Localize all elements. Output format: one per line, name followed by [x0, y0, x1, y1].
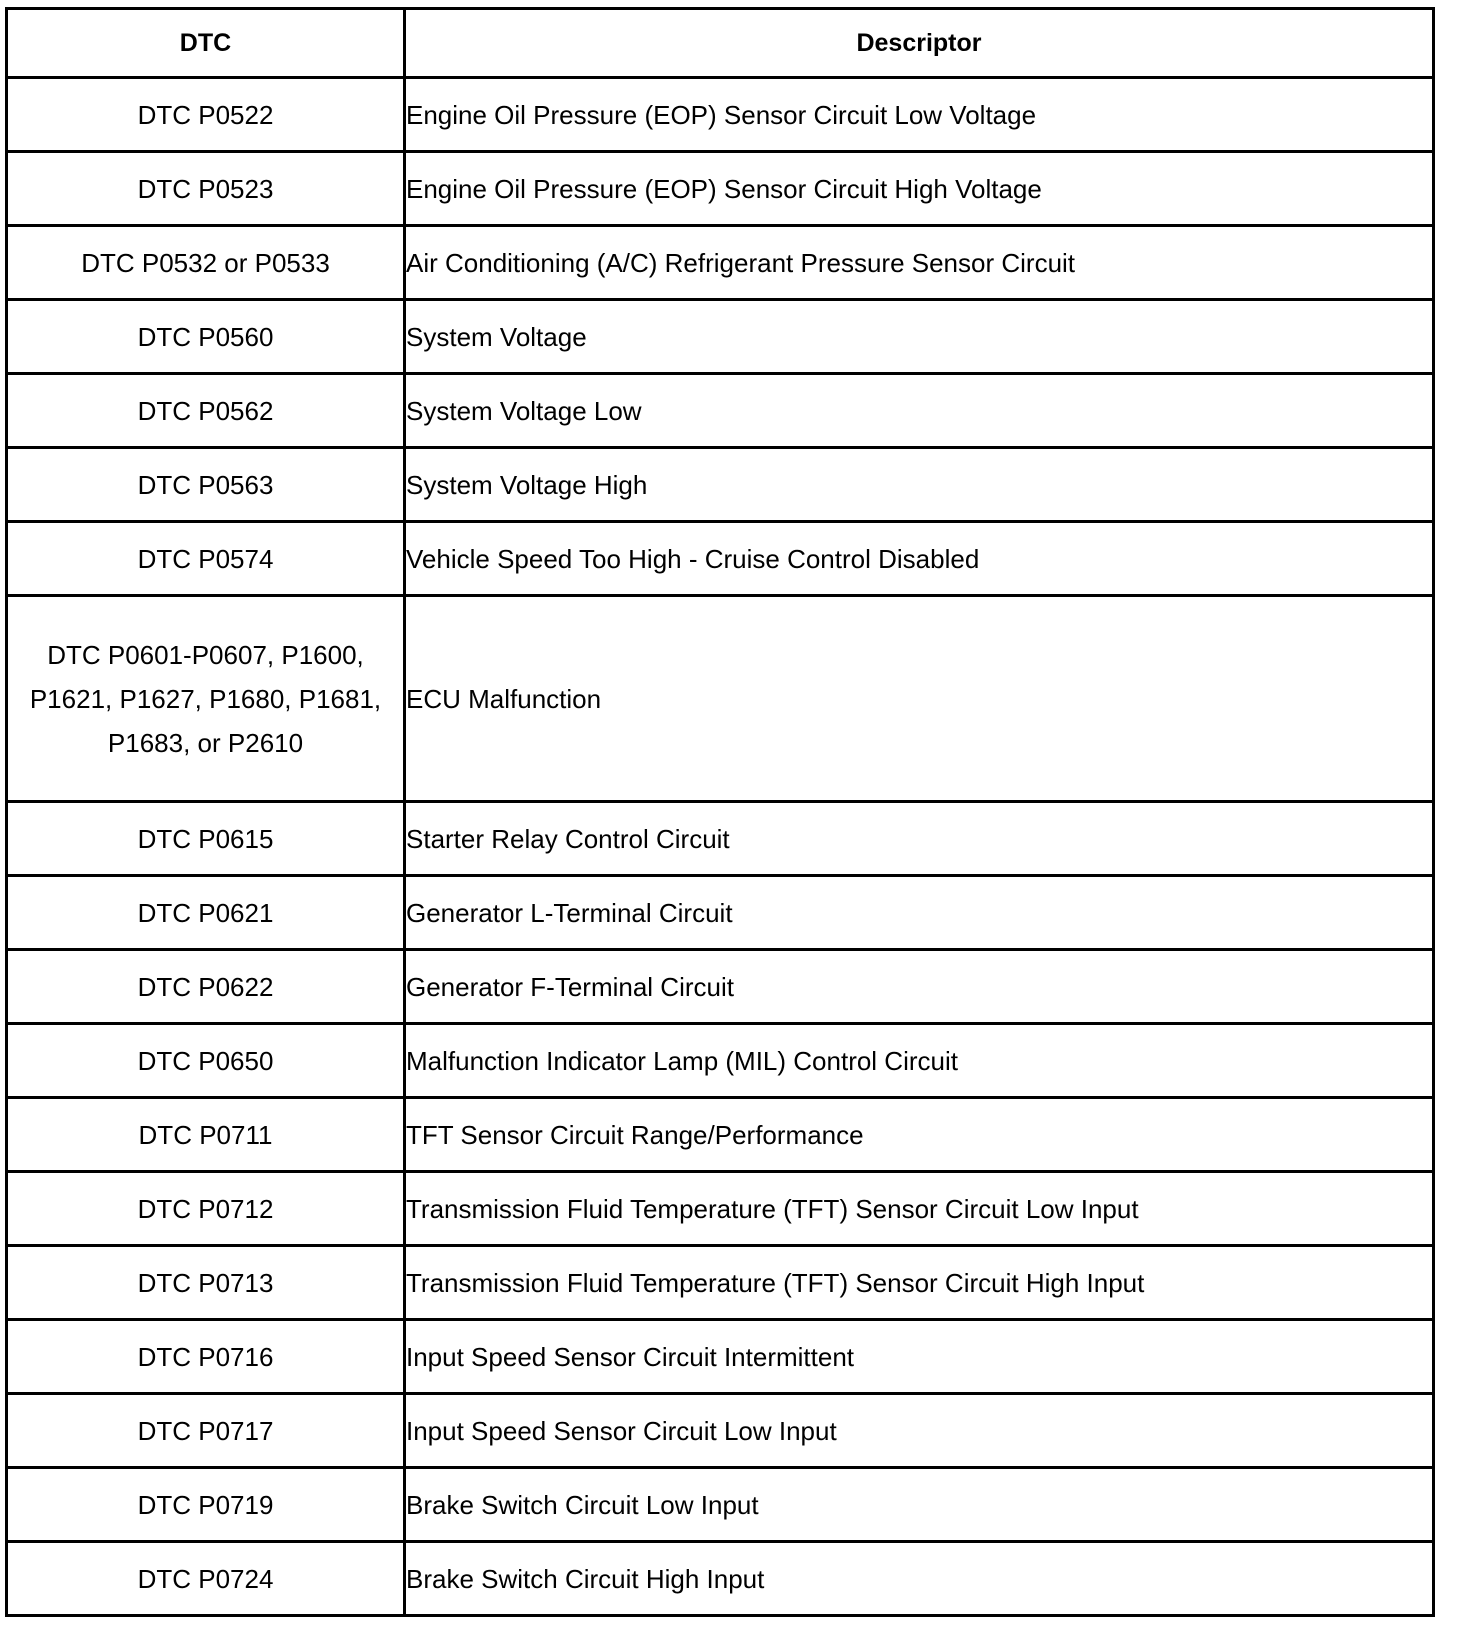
- descriptor-cell: TFT Sensor Circuit Range/Performance: [405, 1098, 1434, 1172]
- dtc-code-cell: DTC P0719: [7, 1468, 405, 1542]
- dtc-code-cell: DTC P0601-P0607, P1600, P1621, P1627, P1680, P1681, P1683, or P2610: [7, 596, 405, 802]
- table-row: [7, 596, 1434, 802]
- table-row: [7, 78, 1434, 152]
- dtc-code-cell: DTC P0717: [7, 1394, 405, 1468]
- table-row: [7, 1172, 1434, 1246]
- descriptor-cell: Brake Switch Circuit Low Input: [405, 1468, 1434, 1542]
- descriptor-cell: System Voltage: [405, 300, 1434, 374]
- table-row: [7, 300, 1434, 374]
- dtc-code-cell: DTC P0523: [7, 152, 405, 226]
- descriptor-cell: Input Speed Sensor Circuit Low Input: [405, 1394, 1434, 1468]
- table-row: [7, 950, 1434, 1024]
- descriptor-cell: Transmission Fluid Temperature (TFT) Sensor Circuit High Input: [405, 1246, 1434, 1320]
- table-row: [7, 226, 1434, 300]
- descriptor-cell: System Voltage High: [405, 448, 1434, 522]
- dtc-code-cell: DTC P0712: [7, 1172, 405, 1246]
- dtc-code-cell: DTC P0716: [7, 1320, 405, 1394]
- column-header-descriptor: Descriptor: [405, 9, 1434, 78]
- table-row: [7, 876, 1434, 950]
- dtc-code-cell: DTC P0615: [7, 802, 405, 876]
- descriptor-cell: Transmission Fluid Temperature (TFT) Sensor Circuit Low Input: [405, 1172, 1434, 1246]
- descriptor-cell: Input Speed Sensor Circuit Intermittent: [405, 1320, 1434, 1394]
- dtc-code-cell: DTC P0560: [7, 300, 405, 374]
- descriptor-cell: Engine Oil Pressure (EOP) Sensor Circuit Low Voltage: [405, 78, 1434, 152]
- dtc-code-cell: DTC P0621: [7, 876, 405, 950]
- dtc-code-cell: DTC P0711: [7, 1098, 405, 1172]
- column-header-dtc: DTC: [7, 9, 405, 78]
- dtc-code-cell: DTC P0622: [7, 950, 405, 1024]
- descriptor-cell: Generator L-Terminal Circuit: [405, 876, 1434, 950]
- dtc-code-cell: DTC P0522: [7, 78, 405, 152]
- dtc-code-cell: DTC P0563: [7, 448, 405, 522]
- descriptor-cell: ECU Malfunction: [405, 596, 1434, 802]
- descriptor-cell: Brake Switch Circuit High Input: [405, 1542, 1434, 1616]
- dtc-code-cell: DTC P0562: [7, 374, 405, 448]
- dtc-code-cell: DTC P0724: [7, 1542, 405, 1616]
- descriptor-cell: System Voltage Low: [405, 374, 1434, 448]
- dtc-table: [5, 7, 1435, 1617]
- table-row: [7, 1542, 1434, 1616]
- table-row: [7, 1098, 1434, 1172]
- table-row: [7, 1246, 1434, 1320]
- dtc-code-cell: DTC P0650: [7, 1024, 405, 1098]
- table-row: [7, 1468, 1434, 1542]
- descriptor-cell: Air Conditioning (A/C) Refrigerant Pressure Sensor Circuit: [405, 226, 1434, 300]
- table-row: [7, 1024, 1434, 1098]
- dtc-code-cell: DTC P0713: [7, 1246, 405, 1320]
- table-header-row: [7, 9, 1434, 78]
- table-row: [7, 802, 1434, 876]
- descriptor-cell: Starter Relay Control Circuit: [405, 802, 1434, 876]
- table-row: [7, 152, 1434, 226]
- table-row: [7, 374, 1434, 448]
- descriptor-cell: Engine Oil Pressure (EOP) Sensor Circuit High Voltage: [405, 152, 1434, 226]
- dtc-code-cell: DTC P0574: [7, 522, 405, 596]
- dtc-code-cell: DTC P0532 or P0533: [7, 226, 405, 300]
- table-row: [7, 448, 1434, 522]
- table-row: [7, 522, 1434, 596]
- descriptor-cell: Vehicle Speed Too High - Cruise Control Disabled: [405, 522, 1434, 596]
- table-row: [7, 1394, 1434, 1468]
- descriptor-cell: Malfunction Indicator Lamp (MIL) Control Circuit: [405, 1024, 1434, 1098]
- table-row: [7, 1320, 1434, 1394]
- descriptor-cell: Generator F-Terminal Circuit: [405, 950, 1434, 1024]
